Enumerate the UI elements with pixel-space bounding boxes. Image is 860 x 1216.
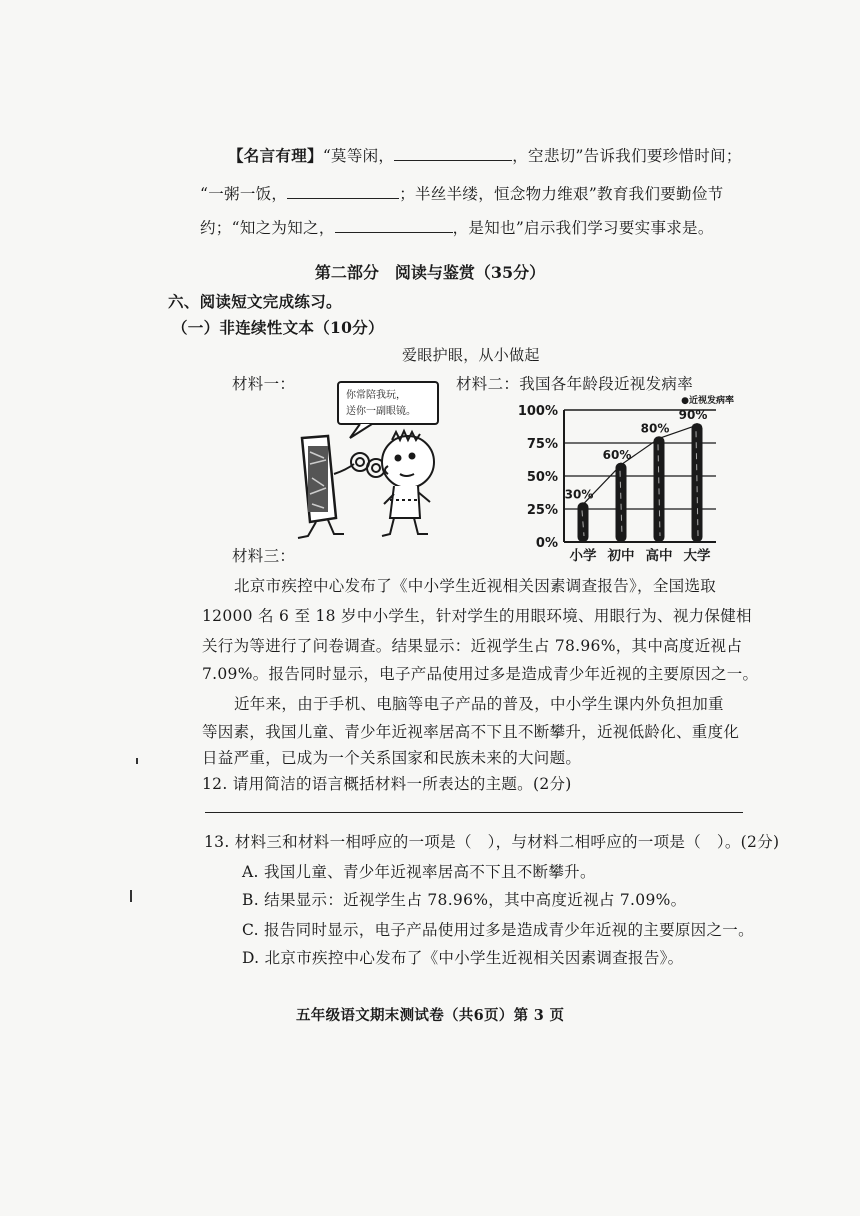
data-label: 30% xyxy=(564,487,594,502)
m3-p1-line-1: 北京市疾控中心发布了《中小学生近视相关因素调查报告》，全国选取 xyxy=(234,577,717,595)
article-title: 爱眼护眼，从小做起 xyxy=(402,346,540,364)
data-label: 90% xyxy=(678,408,708,423)
m3-p1-line-4: 7.09%。报告同时显示，电子产品使用过多是造成青少年近视的主要原因之一。 xyxy=(202,665,759,683)
chart-trend-line xyxy=(581,423,699,506)
bar-初中 xyxy=(616,463,627,542)
y-tick-label: 50% xyxy=(526,470,558,485)
q13-option-d[interactable]: D. 北京市疾控中心发布了《中小学生近视相关因素调查报告》。 xyxy=(242,949,684,967)
mingyan-line-2 xyxy=(200,182,723,204)
x-tick-label: 小学 xyxy=(569,548,597,564)
question-13-stem: 13. 材料三和材料一相呼应的一项是（ ），与材料二相呼应的一项是（ ）。(2分) xyxy=(204,833,780,851)
q13-option-a[interactable]: A. 我国儿童、青少年近视率居高不下且不断攀升。 xyxy=(242,863,596,881)
fill-blank-3[interactable] xyxy=(335,218,453,233)
chart-legend: ●近视发病率 xyxy=(681,396,734,406)
trend-point xyxy=(581,502,585,506)
x-tick-label: 大学 xyxy=(683,548,711,564)
data-label: 60% xyxy=(602,447,632,462)
question-12: 12. 请用简洁的语言概括材料一所表达的主题。(2分) xyxy=(202,775,572,793)
trend-line xyxy=(583,425,697,504)
scan-speck xyxy=(130,890,132,902)
data-label: 80% xyxy=(640,421,670,436)
material1-label: 材料一： xyxy=(232,375,296,393)
bubble-line-1: 你常陪我玩， xyxy=(346,390,406,401)
chart-bars xyxy=(578,423,703,542)
q12-answer-line[interactable] xyxy=(205,812,743,813)
x-tick-label: 高中 xyxy=(645,548,673,564)
fill-blank-1[interactable] xyxy=(394,146,512,161)
mingyan-line-1 xyxy=(228,144,742,166)
subsection1-title: （一）非连续性文本（10分） xyxy=(172,318,384,337)
material3-label: 材料三： xyxy=(232,547,296,565)
cartoon-illustration xyxy=(290,378,450,543)
fill-blank-2[interactable] xyxy=(287,184,399,199)
mingyan-label: 【名言有理】 xyxy=(228,146,323,165)
y-tick-label: 75% xyxy=(526,437,558,452)
bubble-line-2: 送你一副眼镜。 xyxy=(346,406,416,417)
mingyan-line-3 xyxy=(200,216,714,238)
y-tick-label: 25% xyxy=(526,503,558,518)
bar-大学 xyxy=(692,423,703,542)
part2-title: 第二部分 阅读与鉴赏（35分） xyxy=(314,263,546,282)
q13-option-c[interactable]: C. 报告同时显示，电子产品使用过多是造成青少年近视的主要原因之一。 xyxy=(242,921,754,939)
mingyan-text: ，是知也”启示我们学习要实事求是。 xyxy=(452,219,714,237)
section6-title: 六、阅读短文完成练习。 xyxy=(168,292,342,311)
trend-point xyxy=(657,436,661,440)
chart-labels xyxy=(518,404,711,564)
m3-p1-line-3: 关行为等进行了问卷调查。结果显示：近视学生占 78.96%，其中高度近视占 xyxy=(202,637,743,655)
m3-p2-line-1: 近年来，由于手机、电脑等电子产品的普及，中小学生课内外负担加重 xyxy=(234,695,724,713)
myopia-bar-chart xyxy=(516,392,736,568)
mingyan-text: 约；“知之为知之， xyxy=(200,219,335,237)
scan-speck xyxy=(136,758,138,764)
page-footer: 五年级语文期末测试卷（共6页）第 3 页 xyxy=(296,1007,565,1024)
m3-p2-line-3: 日益严重，已成为一个关系国家和民族未来的大问题。 xyxy=(202,749,582,767)
mingyan-text: “莫等闲， xyxy=(322,147,395,165)
q13-option-b[interactable]: B. 结果显示：近视学生占 78.96%，其中高度近视占 7.09%。 xyxy=(242,891,687,909)
mingyan-text: ，空悲切”告诉我们要珍惜时间； xyxy=(512,147,742,165)
y-tick-label: 100% xyxy=(517,404,558,419)
x-tick-label: 初中 xyxy=(607,548,635,564)
mingyan-text: ；半丝半缕，恒念物力维艰”教育我们要勤俭节 xyxy=(399,185,724,203)
mingyan-text: “一粥一饭， xyxy=(200,185,288,203)
trend-point xyxy=(695,423,699,427)
m3-p1-line-2: 12000 名 6 至 18 岁中小学生，针对学生的用眼环境、用眼行为、视力保健相 xyxy=(202,607,752,625)
trend-point xyxy=(619,463,623,467)
m3-p2-line-2: 等因素，我国儿童、青少年近视率居高不下且不断攀升，近视低龄化、重度化 xyxy=(202,723,740,741)
material2-label: 材料二：我国各年龄段近视发病率 xyxy=(456,375,694,393)
y-tick-label: 0% xyxy=(535,536,558,551)
